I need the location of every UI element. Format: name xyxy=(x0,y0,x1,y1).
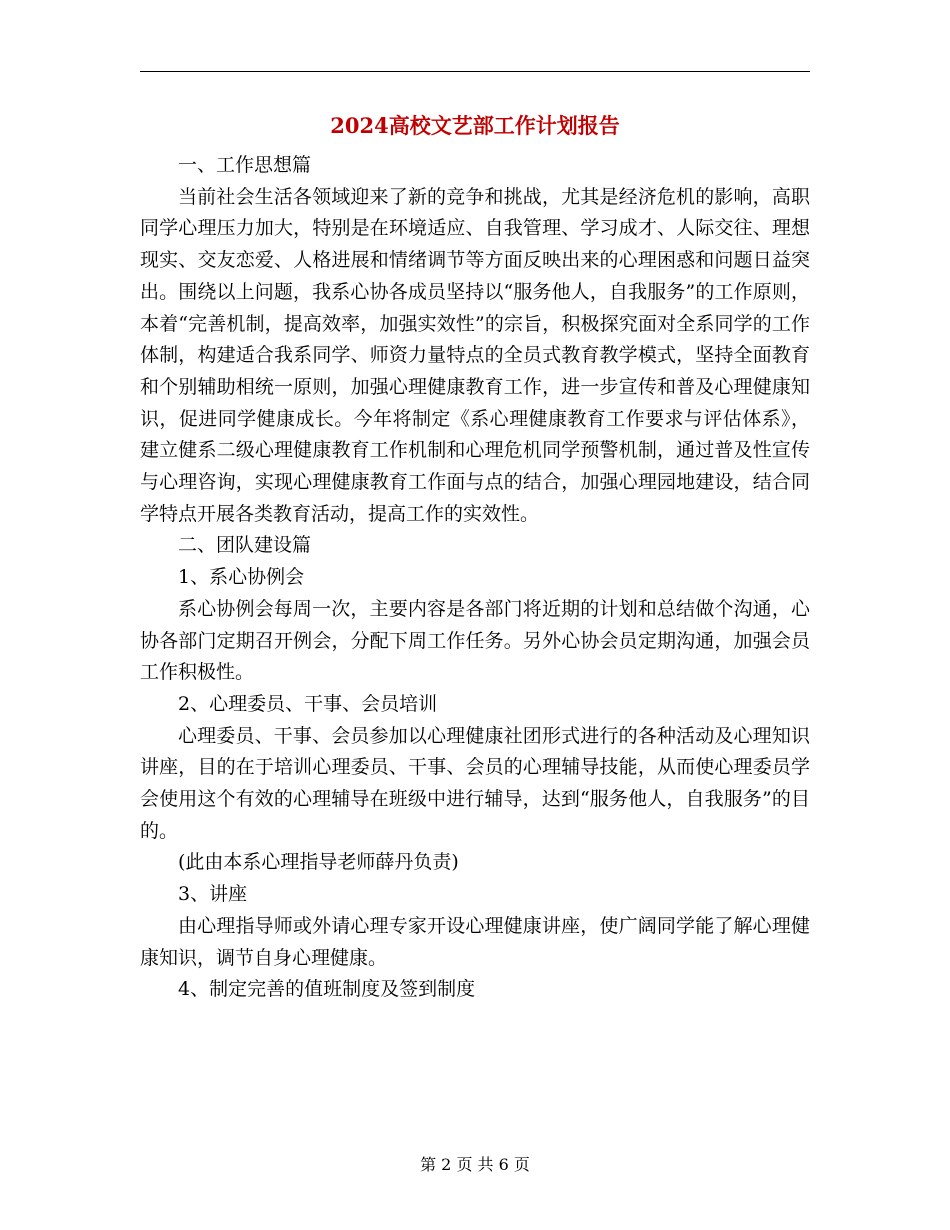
document-body xyxy=(140,150,810,1006)
page-footer xyxy=(140,1153,810,1177)
body-note: (此由本系心理指导老师薛丹负责) xyxy=(178,851,459,874)
body-paragraph: 当前社会生活各领域迎来了新的竞争和挑战，尤其是经济危机的影响，高职同学心理压力加大，特别是在环境适应、自我管理、学习成才、人际交往、理想现实、交友恋爱、人格进展和情绪调节等方面反映出来的心理困惑和问题日益突出。围绕以上问题，我系心协各成员坚持以“服务他人，自我服务”的工作原则，本着“完善机制，提高效率，加强实效性”的宗旨，积极探究面对全系同学的工作体制，构建适合我系同学、师资力量特点的全员式教育教学模式，坚持全面教育和个别辅助相统一原则，加强心理健康教育工作，进一步宣传和普及心理健康知识，促进同学健康成长。今年将制定《系心理健康教育工作要求与评估体系》，建立健系二级心理健康教育工作机制和心理危机同学预警机制，通过普及性宣传与心理咨询，实现心理健康教育工作面与点的结合，加强心理园地建设，结合同学特点开展各类教育活动，提高工作的实效性。 xyxy=(140,185,810,525)
header-rule xyxy=(140,71,810,72)
document-title: 2024高校文艺部工作计划报告 xyxy=(330,113,620,138)
subheading: 1、系心协例会 xyxy=(178,566,305,589)
subheading: 3、讲座 xyxy=(178,883,248,906)
footer-mid: 页 共 xyxy=(456,1155,494,1174)
footer-prefix: 第 xyxy=(420,1155,437,1174)
subheading: 4、制定完善的值班制度及签到制度 xyxy=(178,978,476,1001)
total-pages-number: 6 xyxy=(498,1155,509,1174)
section-heading-1: 一、工作思想篇 xyxy=(178,154,312,176)
footer-suffix: 页 xyxy=(513,1155,530,1174)
subheading: 2、心理委员、干事、会员培训 xyxy=(178,692,438,715)
section-heading-2: 二、团队建设篇 xyxy=(178,534,312,557)
body-paragraph: 由心理指导师或外请心理专家开设心理健康讲座，使广阔同学能了解心理健康知识，调节自身心理健康。 xyxy=(140,914,810,969)
current-page-number: 2 xyxy=(441,1155,452,1174)
body-paragraph: 系心协例会每周一次，主要内容是各部门将近期的计划和总结做个沟通，心协各部门定期召开例会，分配下周工作任务。另外心协会员定期沟通，加强会员工作积极性。 xyxy=(140,597,810,684)
body-paragraph: 心理委员、干事、会员参加以心理健康社团形式进行的各种活动及心理知识讲座，目的在于培训心理委员、干事、会员的心理辅导技能，从而使心理委员学会使用这个有效的心理辅导在班级中进行辅导，达到“服务他人，自我服务”的目的。 xyxy=(140,724,810,842)
